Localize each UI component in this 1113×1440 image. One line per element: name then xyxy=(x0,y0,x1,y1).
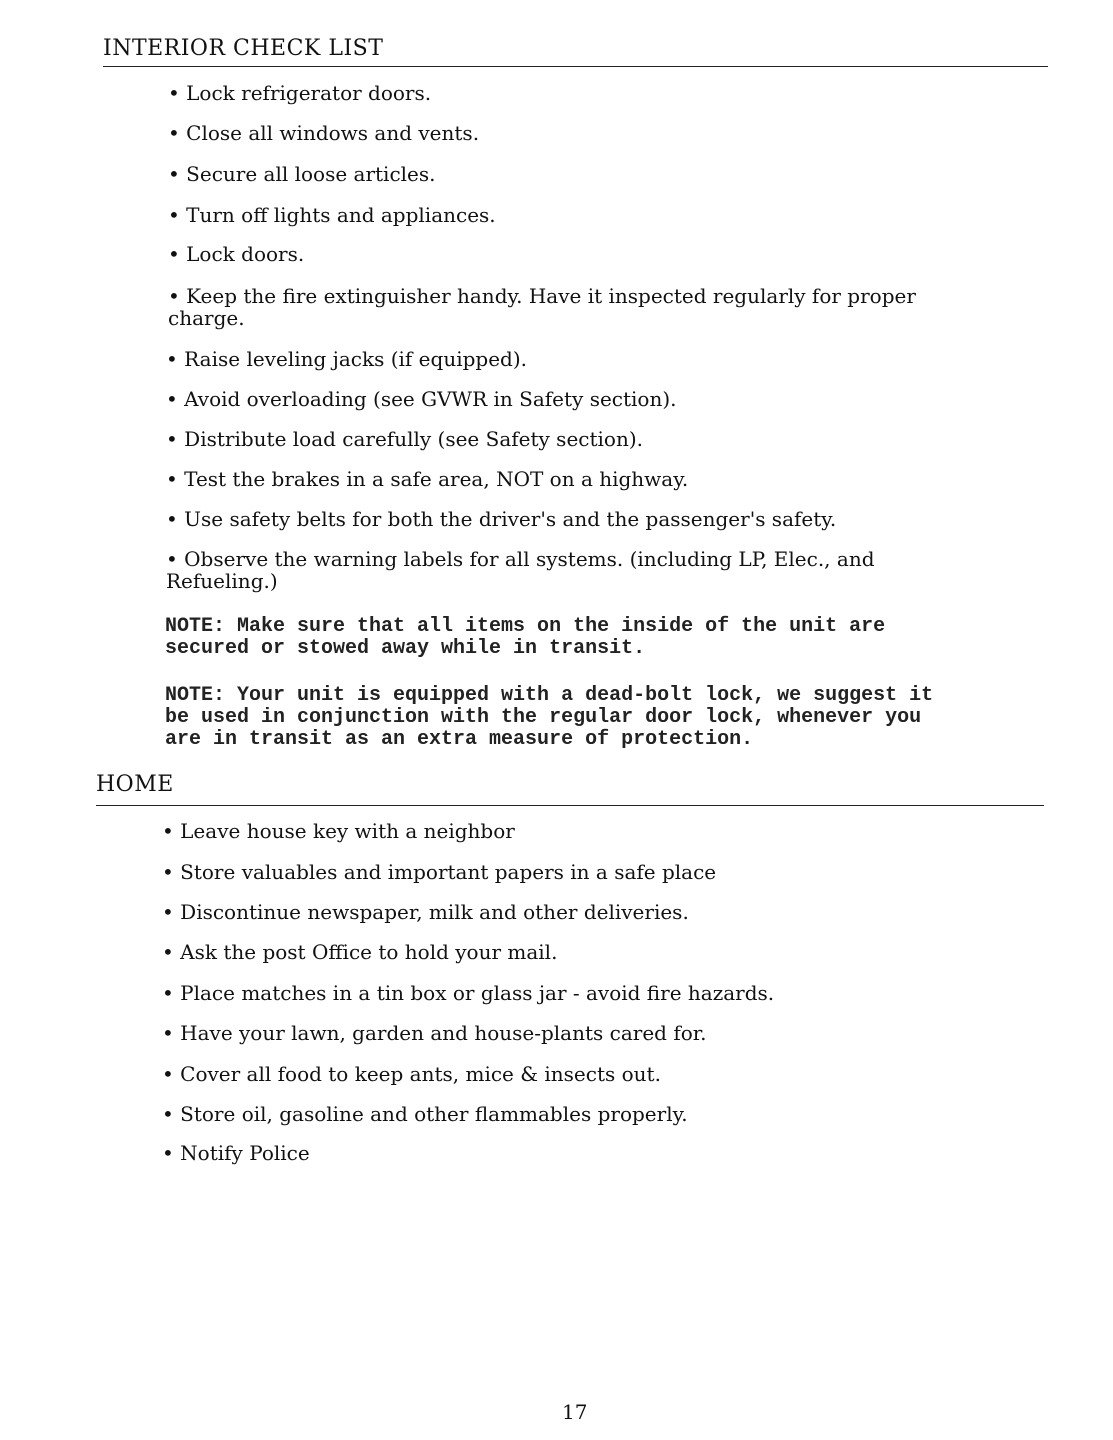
list-item: • Discontinue newspaper, milk and other deliveries. xyxy=(162,900,689,924)
list-item: • Keep the fire extinguisher handy. Have it inspected regularly for proper charge. xyxy=(168,284,916,330)
list-item: • Avoid overloading (see GVWR in Safety section). xyxy=(166,387,677,411)
interior-heading: INTERIOR CHECK LIST xyxy=(103,36,384,61)
list-item: • Use safety belts for both the driver's and the passenger's safety. xyxy=(166,507,837,531)
note: NOTE: Your unit is equipped with a dead-bolt lock, we suggest it be used in conjunction with the regular door lock, whenever you are in transit as an extra measure of protection. xyxy=(165,684,934,751)
list-item: • Observe the warning labels for all systems. (including LP, Elec., and Refueling.) xyxy=(166,547,875,593)
heading-rule xyxy=(96,805,1044,806)
list-item: • Ask the post Office to hold your mail. xyxy=(162,940,558,964)
list-item: • Turn off lights and appliances. xyxy=(168,203,496,227)
page-number: 17 xyxy=(562,1400,588,1424)
list-item: • Place matches in a tin box or glass jar - avoid fire hazards. xyxy=(162,981,775,1005)
home-heading: HOME xyxy=(96,772,174,797)
heading-rule xyxy=(103,66,1048,67)
list-item: • Store valuables and important papers in a safe place xyxy=(162,860,717,884)
list-item: • Have your lawn, garden and house-plants cared for. xyxy=(162,1021,707,1045)
list-item: • Lock refrigerator doors. xyxy=(168,81,432,105)
list-item: • Store oil, gasoline and other flammables properly. xyxy=(162,1102,688,1126)
list-item: • Close all windows and vents. xyxy=(168,121,480,145)
list-item: • Secure all loose articles. xyxy=(168,162,436,186)
list-item: • Test the brakes in a safe area, NOT on a highway. xyxy=(166,467,689,491)
list-item: • Distribute load carefully (see Safety section). xyxy=(166,427,644,451)
list-item: • Raise leveling jacks (if equipped). xyxy=(166,347,527,371)
note: NOTE: Make sure that all items on the inside of the unit are secured or stowed away while in transit. xyxy=(165,615,886,660)
list-item: • Notify Police xyxy=(162,1141,310,1165)
list-item: • Cover all food to keep ants, mice & insects out. xyxy=(162,1062,661,1086)
list-item: • Leave house key with a neighbor xyxy=(162,819,515,843)
list-item: • Lock doors. xyxy=(168,242,305,266)
